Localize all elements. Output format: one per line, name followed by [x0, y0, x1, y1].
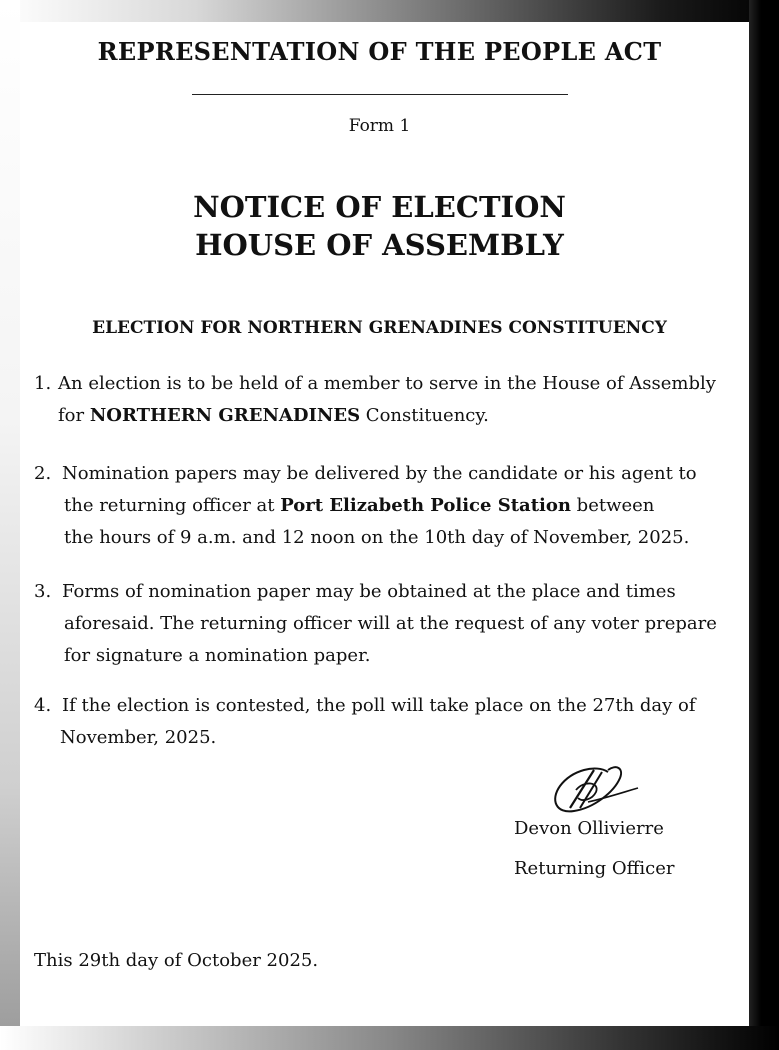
notice-item-2	[34, 458, 697, 554]
item-number: 4.	[34, 695, 52, 716]
frame-bottom-border	[0, 1026, 779, 1050]
signature-mark	[548, 762, 644, 818]
item-line: An election is to be held of a member to serve in the House of Assembly	[58, 373, 716, 394]
item-line: If the election is contested, the poll will take place on the 27th day of	[62, 695, 696, 716]
form-number: Form 1	[348, 116, 411, 136]
notice-heading-line-2: HOUSE OF ASSEMBLY	[195, 228, 564, 262]
constituency-name: NORTHERN GRENADINES	[89, 405, 361, 426]
notice-item-1	[34, 368, 716, 432]
item-number: 3.	[34, 581, 52, 602]
item-line: the returning officer at Port Elizabeth Police Station between	[64, 495, 655, 516]
item-line: Forms of nomination paper may be obtained at the place and times	[62, 581, 676, 602]
frame-right-border	[749, 0, 779, 1050]
frame-left-border	[0, 0, 20, 1050]
notice-item-4	[34, 690, 696, 754]
signatory-name: Devon Ollivierre	[514, 818, 664, 839]
notice-page	[20, 22, 749, 1026]
item-line: November, 2025.	[60, 727, 217, 748]
signatory-title: Returning Officer	[514, 858, 675, 879]
item-number: 2.	[34, 463, 52, 484]
frame-top-border	[0, 0, 779, 22]
item-line: the hours of 9 a.m. and 12 noon on the 10th day of November, 2025.	[64, 527, 690, 548]
notice-heading-line-1: NOTICE OF ELECTION	[193, 190, 566, 224]
item-line: for signature a nomination paper.	[64, 645, 371, 666]
item-line: for NORTHERN GRENADINES Constituency.	[58, 405, 489, 426]
nomination-location: Port Elizabeth Police Station	[280, 495, 571, 516]
constituency-subheading: ELECTION FOR NORTHERN GRENADINES CONSTITUENCY	[92, 318, 667, 338]
item-number: 1.	[34, 373, 52, 394]
notice-item-3	[34, 576, 717, 672]
act-title: REPRESENTATION OF THE PEOPLE ACT	[97, 37, 662, 66]
item-line: Nomination papers may be delivered by the candidate or his agent to	[62, 463, 697, 484]
item-line: aforesaid. The returning officer will at the request of any voter prepare	[64, 613, 717, 634]
notice-heading	[20, 188, 739, 264]
notice-date: This 29th day of October 2025.	[34, 950, 319, 971]
title-divider	[192, 94, 568, 95]
